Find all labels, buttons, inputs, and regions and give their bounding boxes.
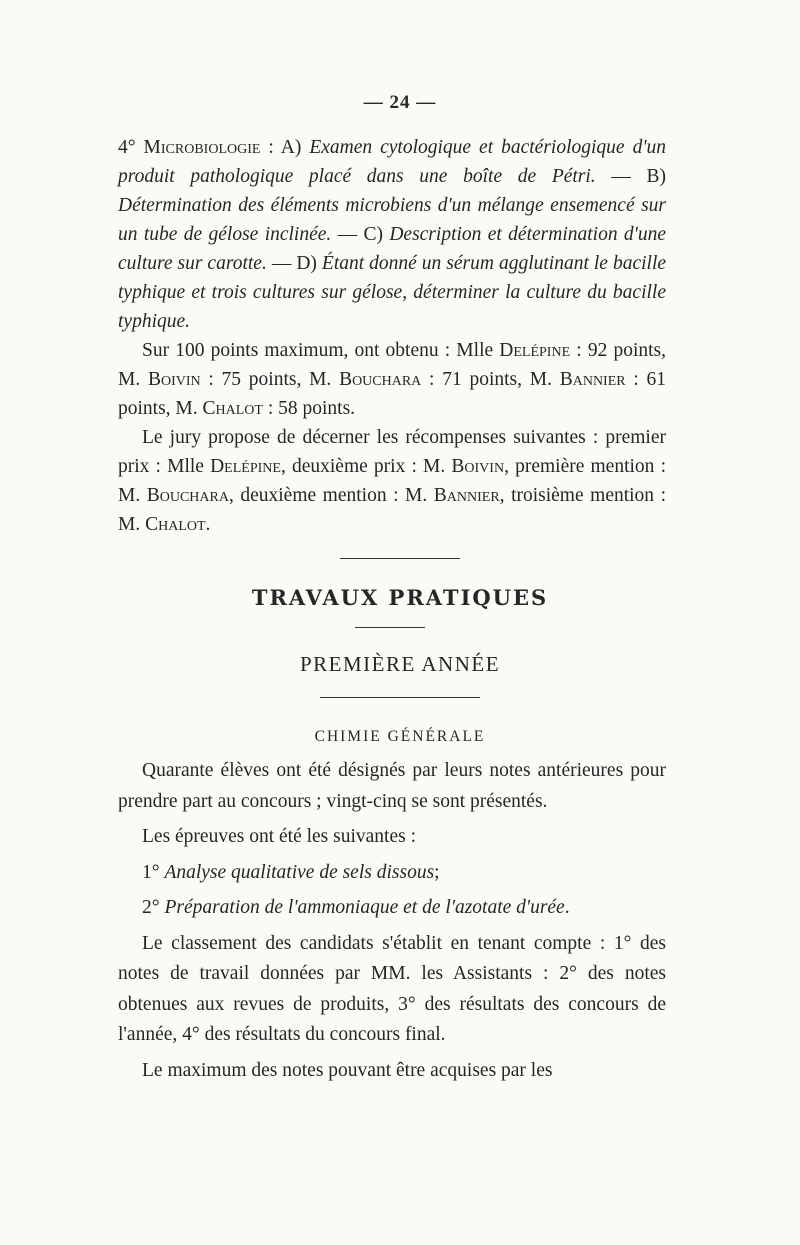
- separator: — B): [595, 166, 666, 187]
- subject-title: Microbiologie: [143, 137, 261, 158]
- chimie-paragraph: Quarante élèves ont été désignés par leurs notes antérieures pour prendre part au concours ; vingt-cinq se sont présentés.: [118, 760, 666, 812]
- chimie-paragraph: Les épreuves ont été les suivantes :: [142, 826, 416, 847]
- text-run: : 58 points.: [262, 398, 356, 419]
- text-run: : 75 points, M.: [200, 369, 340, 390]
- heading-divider: [355, 627, 425, 628]
- text-run: Le jury propose de décerner les récompenses suivantes : premier prix : Mlle: [118, 427, 666, 477]
- text-run: .: [564, 897, 570, 918]
- item-number: 2°: [142, 897, 160, 918]
- exam-c: Description et détermination d'une culture sur carotte.: [118, 224, 666, 274]
- chimie-paragraph: Le classement des candidats s'établit en tenant compte : 1° des notes de travail données par MM. les Assistants : 2° des notes obtenues aux revues de produits, 3° des résultats des concours de l'année, 4° des résultats du concours final.: [118, 932, 666, 1045]
- item-number: 4°: [118, 137, 136, 158]
- candidate-name: Chalot: [145, 514, 206, 535]
- section-divider: [340, 558, 460, 559]
- text-run: Sur 100 points maximum, ont obtenu : Mlle: [142, 340, 500, 361]
- heading-divider: [320, 697, 480, 698]
- item-text: Préparation de l'ammoniaque et de l'azotate d'urée: [164, 897, 565, 918]
- text-run: : 71 points, M.: [421, 369, 560, 390]
- separator: — C): [331, 224, 390, 245]
- microbiologie-paragraph: [118, 133, 666, 336]
- candidate-name: Delépine: [499, 340, 571, 361]
- candidate-name: Delépine: [210, 456, 281, 477]
- text-run: .: [205, 514, 211, 535]
- item-number: 1°: [142, 861, 160, 883]
- exam-b: Détermination des éléments microbiens d'un mélange ensemencé sur un tube de gélose inclinée.: [118, 195, 666, 245]
- chimie-section: [118, 756, 666, 1091]
- candidate-name: Chalot: [202, 398, 263, 419]
- chimie-paragraph: Le maximum des notes pouvant être acquises par les: [142, 1059, 553, 1081]
- candidate-name: Boivin: [451, 456, 505, 477]
- page-number: — 24 —: [363, 92, 437, 113]
- microbiologie-section: [118, 133, 666, 539]
- list-item: [118, 893, 666, 924]
- text-run: , première mention : M.: [118, 456, 666, 506]
- results-paragraph: [118, 336, 666, 423]
- candidate-name: Bouchara: [339, 369, 422, 390]
- exam-a: Examen cytologique et bactériologique d'un produit pathologique placé dans une boîte de Pétri.: [118, 137, 666, 187]
- text-run: , deuxième mention : M.: [228, 485, 434, 506]
- text-run: , deuxième prix : M.: [280, 456, 452, 477]
- candidate-name: Boivin: [147, 369, 201, 390]
- candidate-name: Bannier: [559, 369, 626, 390]
- list-item: [118, 858, 666, 889]
- prizes-paragraph: [118, 423, 666, 539]
- candidate-name: Bannier: [433, 485, 500, 506]
- section-heading: CHIMIE GÉNÉRALE: [314, 728, 486, 745]
- text-run: , troisième mention : M.: [118, 485, 666, 535]
- item-text: Analyse qualitative de sels dissous: [164, 861, 435, 883]
- candidate-name: Bouchara: [146, 485, 229, 506]
- text-run: : 92 points, M.: [118, 340, 667, 390]
- sub-heading: PREMIÈRE ANNÉE: [299, 652, 501, 676]
- main-heading: TRAVAUX PRATIQUES: [251, 585, 549, 610]
- separator: — D): [266, 253, 322, 274]
- text-run: ;: [434, 861, 440, 883]
- exam-d: Étant donné un sérum agglutinant le bacille typhique et trois cultures sur gélose, déterminer la culture du bacille typhique.: [118, 253, 667, 332]
- separator: : A): [260, 137, 310, 158]
- text-run: : 61 points, M.: [118, 369, 667, 419]
